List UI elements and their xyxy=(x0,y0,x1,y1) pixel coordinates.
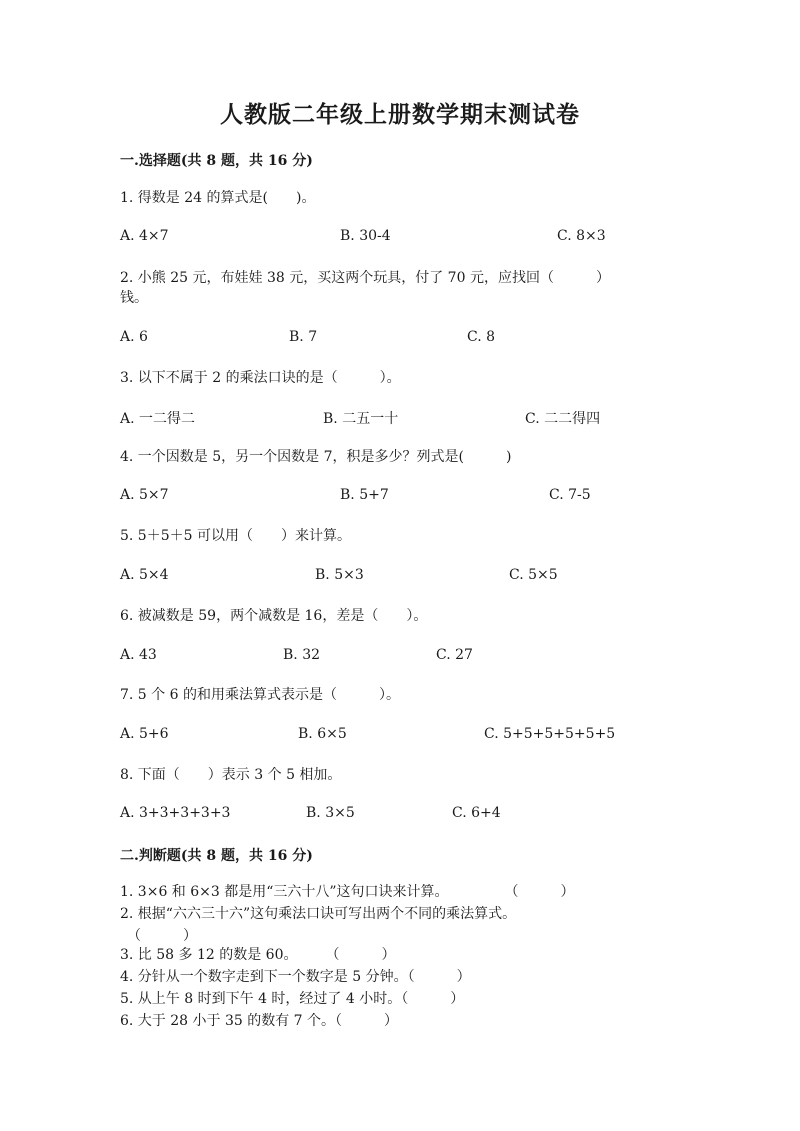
q6-option-a: A. 43 xyxy=(120,647,157,663)
page-title: 人教版二年级上册数学期末测试卷 xyxy=(220,101,580,128)
question-4: 4. 一个因数是 5，另一个因数是 7，积是多少？列式是( ) xyxy=(120,449,512,465)
section-heading-choice: 一.选择题(共 8 题，共 16 分) xyxy=(120,153,313,169)
judge-question-2: 2. 根据“六六三十六”这句乘法口诀可写出两个不同的乘法算式。 xyxy=(120,906,517,922)
q1-option-c: C. 8×3 xyxy=(557,228,606,244)
q4-option-a: A. 5×7 xyxy=(120,487,169,503)
q6-option-b: B. 32 xyxy=(283,647,321,663)
question-2: 2. 小熊 25 元，布娃娃 38 元，买这两个玩具，付了 70 元，应找回（ ） xyxy=(120,270,610,286)
question-1: 1. 得数是 24 的算式是( )。 xyxy=(120,190,316,206)
q3-option-a: A. 一二得二 xyxy=(120,411,196,427)
q5-option-b: B. 5×3 xyxy=(315,567,364,583)
q1-option-a: A. 4×7 xyxy=(120,228,169,244)
section-heading-judge: 二.判断题(共 8 题，共 16 分) xyxy=(120,848,313,864)
q8-option-b: B. 3×5 xyxy=(306,805,355,821)
q8-option-c: C. 6+4 xyxy=(452,805,501,821)
question-7: 7. 5 个 6 的和用乘法算式表示是（ ）。 xyxy=(120,687,400,703)
question-2-line2: 钱。 xyxy=(120,290,148,306)
judge-question-5: 5. 从上午 8 时到下午 4 时，经过了 4 小时。（ ） xyxy=(120,991,465,1007)
question-5: 5. 5＋5＋5 可以用（ ）来计算。 xyxy=(120,528,351,544)
question-8: 8. 下面（ ）表示 3 个 5 相加。 xyxy=(120,767,342,783)
q8-option-a: A. 3+3+3+3+3 xyxy=(120,805,231,821)
q7-option-b: B. 6×5 xyxy=(298,726,347,742)
judge-question-6: 6. 大于 28 小于 35 的数有 7 个。（ ） xyxy=(120,1013,399,1029)
judge-question-3: 3. 比 58 多 12 的数是 60。 （ ） xyxy=(120,947,396,963)
q2-option-b: B. 7 xyxy=(289,329,318,345)
q4-option-c: C. 7-5 xyxy=(549,487,591,503)
judge-question-1: 1. 3×6 和 6×3 都是用“三六十八”这句口诀来计算。 （ ） xyxy=(120,884,575,900)
q6-option-c: C. 27 xyxy=(436,647,473,663)
q2-option-c: C. 8 xyxy=(467,329,496,345)
q3-option-c: C. 二二得四 xyxy=(525,411,601,427)
judge-question-2-line2: （ ） xyxy=(120,928,197,944)
q5-option-c: C. 5×5 xyxy=(509,567,558,583)
judge-question-4: 4. 分针从一个数字走到下一个数字是 5 分钟。（ ） xyxy=(120,969,471,985)
question-3: 3. 以下不属于 2 的乘法口诀的是（ ）。 xyxy=(120,370,401,386)
question-6: 6. 被减数是 59，两个减数是 16，差是（ ）。 xyxy=(120,608,428,624)
q7-option-a: A. 5+6 xyxy=(120,726,169,742)
q3-option-b: B. 二五一十 xyxy=(323,411,399,427)
q2-option-a: A. 6 xyxy=(120,329,148,345)
q1-option-b: B. 30-4 xyxy=(340,228,391,244)
q4-option-b: B. 5+7 xyxy=(340,487,389,503)
q7-option-c: C. 5+5+5+5+5+5 xyxy=(484,726,616,742)
q5-option-a: A. 5×4 xyxy=(120,567,169,583)
